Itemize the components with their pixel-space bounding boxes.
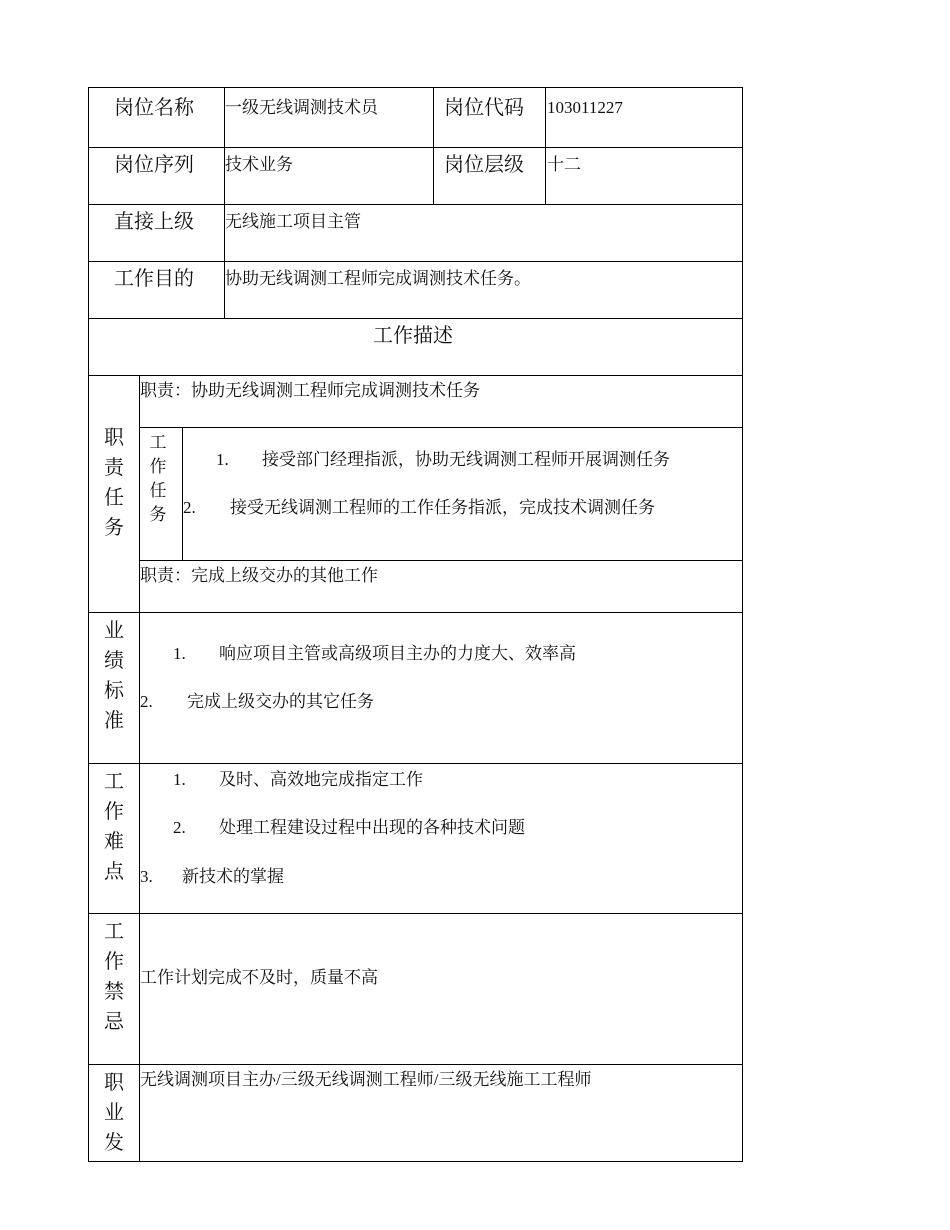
row-divider: [88, 261, 743, 262]
level-label: 岗位层级: [444, 154, 524, 176]
performance-item-1-text: 响应项目主管或高级项目主办的力度大、效率高: [219, 644, 576, 663]
task-2-number: 2.: [183, 498, 196, 517]
career-text: 无线调测项目主办/三级无线调测工程师/三级无线施工工程师: [140, 1070, 592, 1089]
row-divider: [139, 560, 743, 561]
purpose-value: 协助无线调测工程师完成调测技术任务。: [225, 269, 531, 288]
duty-2: 职责：完成上级交办的其他工作: [140, 566, 378, 585]
position-code-value: 103011227: [547, 98, 623, 117]
row-divider: [88, 204, 743, 205]
difficulty-item-3-number: 3.: [140, 867, 153, 886]
task-1-number: 1.: [216, 450, 229, 469]
sequence-label: 岗位序列: [114, 154, 194, 176]
table-border-right: [742, 87, 743, 1162]
performance-item-2-number: 2.: [140, 692, 153, 711]
row-divider: [88, 913, 743, 914]
position-code-label: 岗位代码: [444, 97, 524, 119]
level-value: 十二: [547, 155, 581, 174]
table-border-left: [88, 87, 89, 1162]
difficulty-item-3-text: 新技术的掌握: [182, 867, 284, 886]
position-name-value: 一级无线调测技术员: [225, 98, 378, 117]
column-divider: [139, 375, 140, 1162]
row-divider: [88, 318, 743, 319]
prohibitions-label: 工 作 禁 忌: [104, 921, 124, 1033]
row-divider: [139, 427, 743, 428]
row-divider: [88, 147, 743, 148]
performance-label: 业 绩 标 准: [104, 620, 124, 732]
career-label: 职 业 发: [104, 1072, 124, 1154]
task-2-text: 接受无线调测工程师的工作任务指派，完成技术调测任务: [230, 498, 655, 517]
tasks-label: 工 作 任 务: [149, 433, 167, 524]
task-1-text: 接受部门经理指派，协助无线调测工程师开展调测任务: [262, 450, 670, 469]
table-border-top: [88, 87, 743, 88]
supervisor-label: 直接上级: [114, 211, 194, 233]
difficulty-item-1-number: 1.: [173, 770, 186, 789]
difficulty-item-2-text: 处理工程建设过程中出现的各种技术问题: [219, 818, 525, 837]
row-divider: [88, 612, 743, 613]
column-divider: [182, 427, 183, 560]
sequence-value: 技术业务: [225, 155, 293, 174]
description-title: 工作描述: [373, 325, 453, 347]
table-border-bottom: [88, 1161, 743, 1162]
difficulty-item-2-number: 2.: [173, 818, 186, 837]
difficulty-item-1-text: 及时、高效地完成指定工作: [219, 770, 423, 789]
row-divider: [88, 1064, 743, 1065]
column-divider: [433, 87, 434, 204]
column-divider: [545, 87, 546, 204]
position-name-label: 岗位名称: [114, 97, 194, 119]
prohibitions-text: 工作计划完成不及时，质量不高: [140, 968, 378, 987]
row-divider: [88, 375, 743, 376]
supervisor-value: 无线施工项目主管: [225, 212, 361, 231]
duties-label: 职 责 任 务: [104, 427, 124, 539]
purpose-label: 工作目的: [114, 268, 194, 290]
difficulties-label: 工 作 难 点: [104, 771, 124, 883]
row-divider: [88, 763, 743, 764]
performance-item-2-text: 完成上级交办的其它任务: [187, 692, 374, 711]
duty-1: 职责：协助无线调测工程师完成调测技术任务: [140, 381, 480, 400]
performance-item-1-number: 1.: [173, 644, 186, 663]
